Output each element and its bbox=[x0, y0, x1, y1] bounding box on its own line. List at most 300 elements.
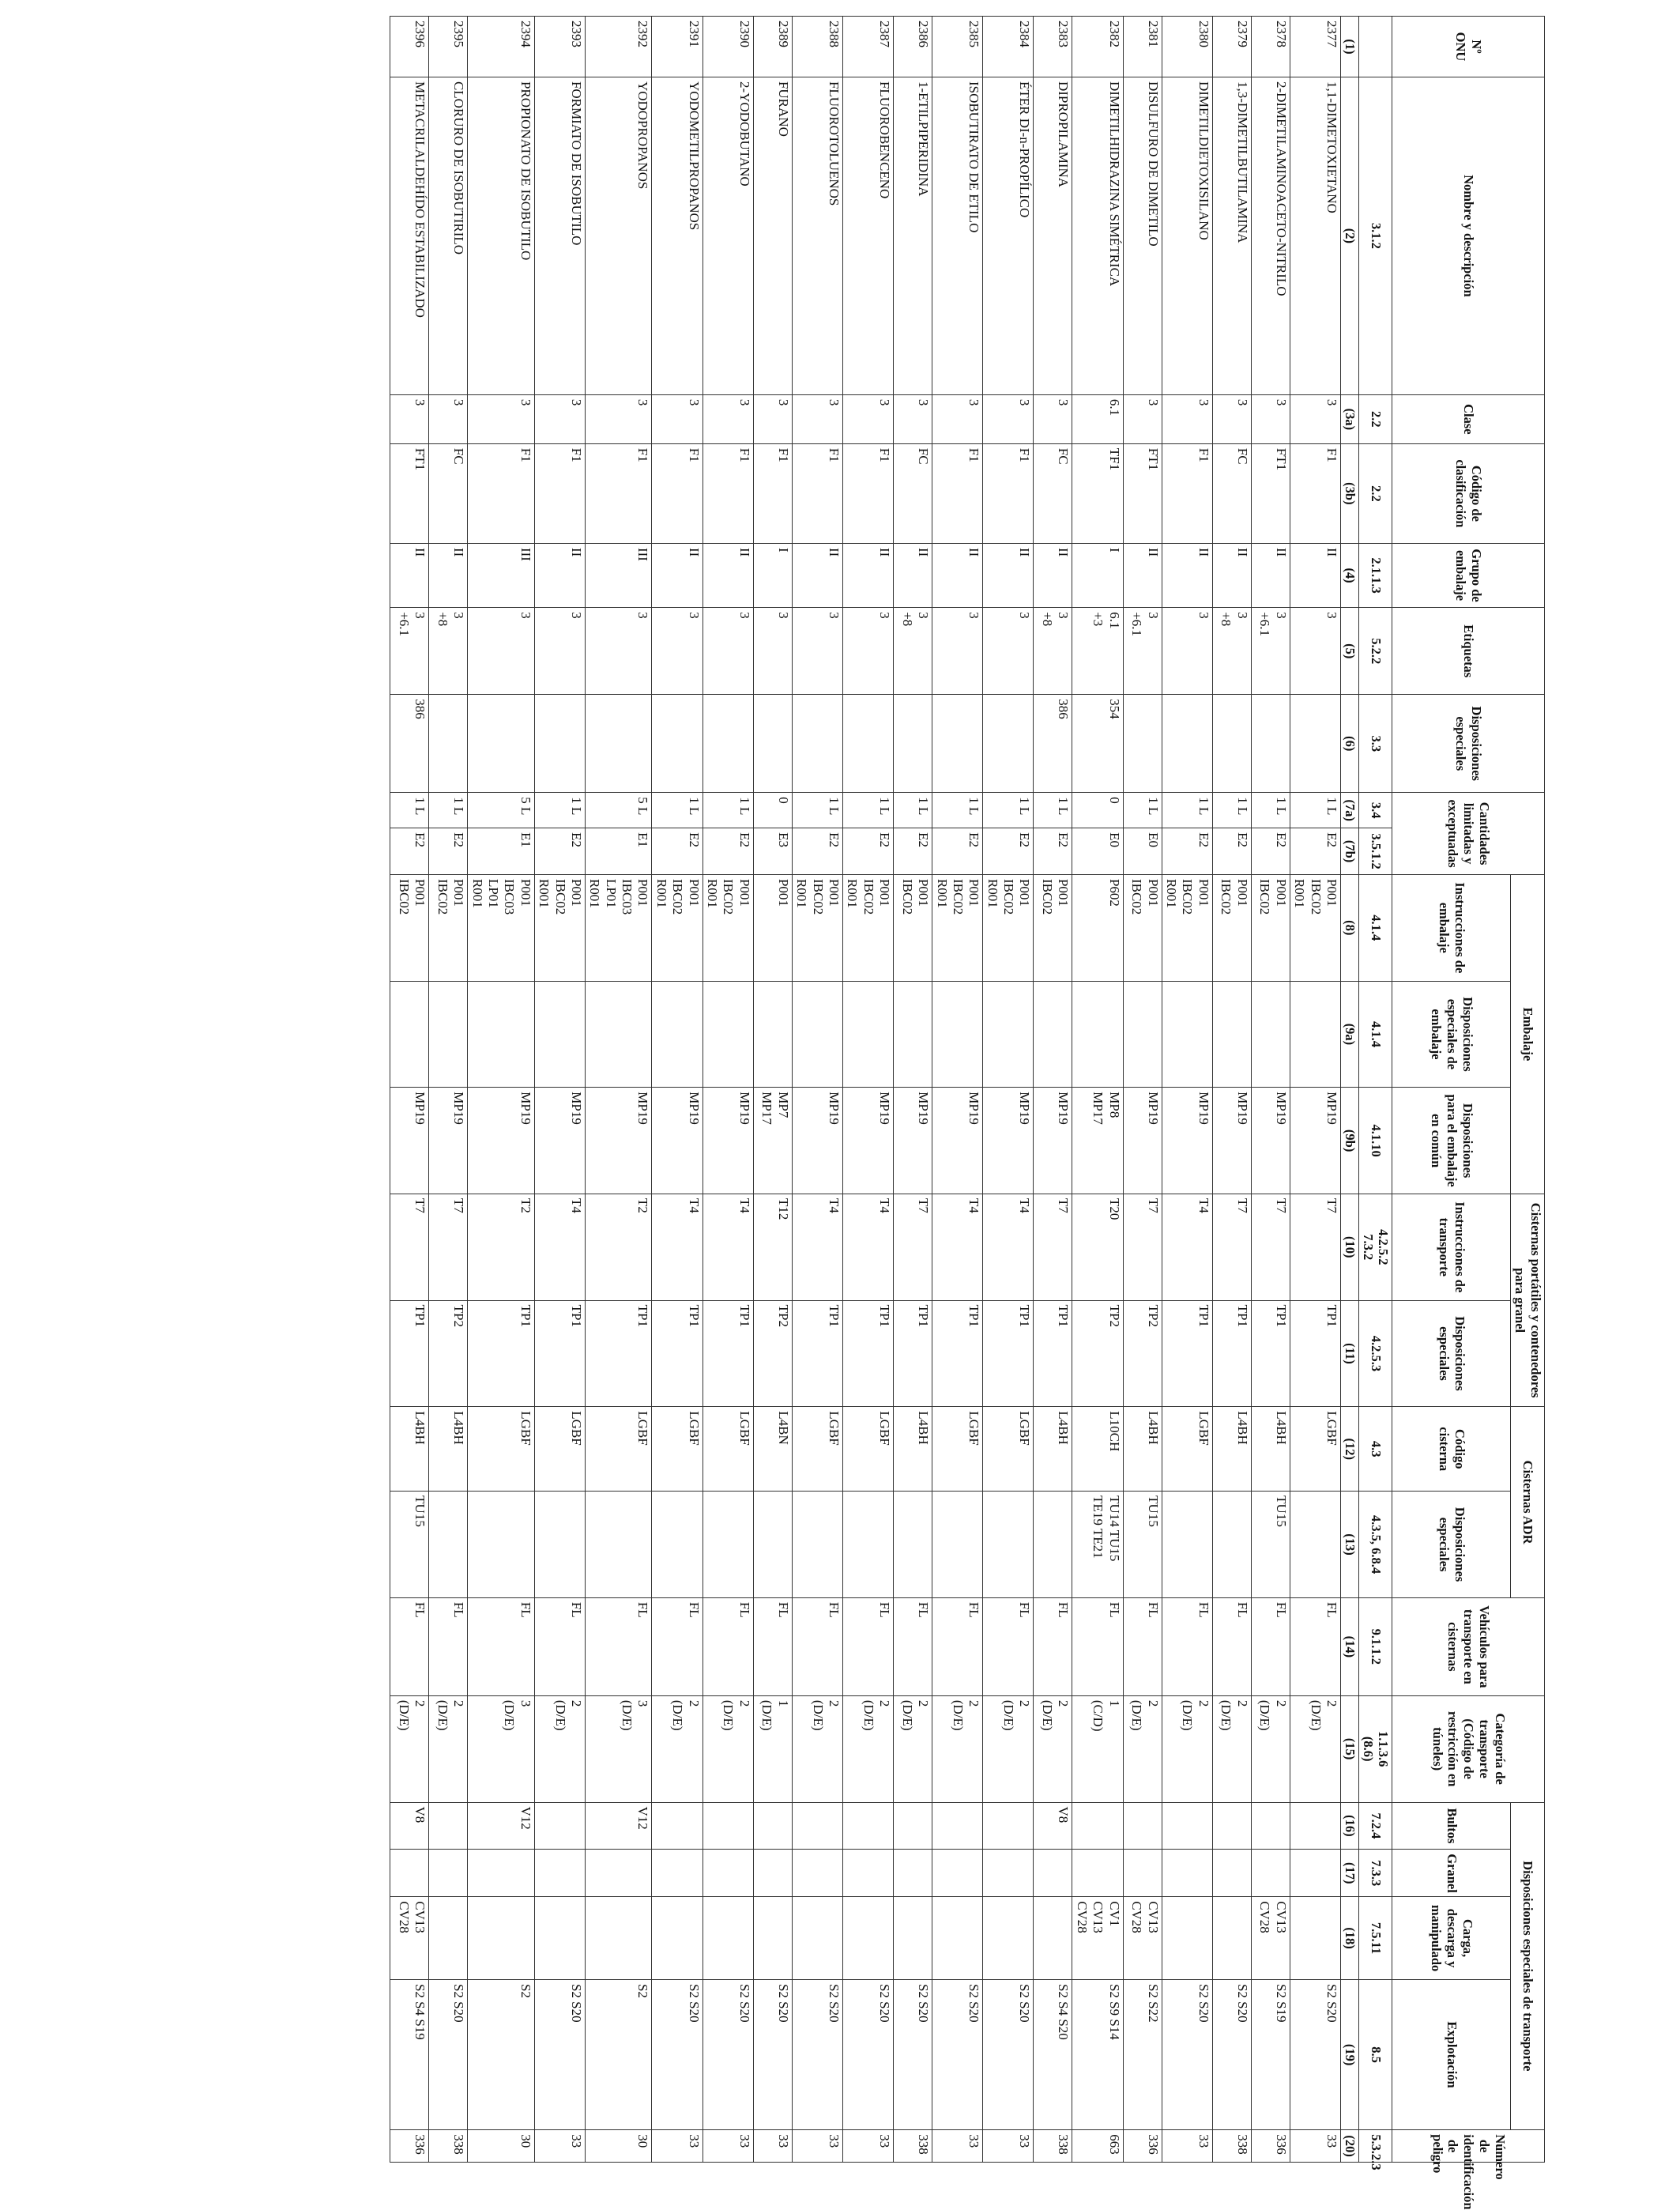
table-cell: F1 bbox=[1290, 443, 1340, 543]
table-cell bbox=[534, 695, 585, 793]
header-codigo: Código de clasificación bbox=[1392, 443, 1545, 543]
column-number-cell: (7b) bbox=[1341, 828, 1359, 875]
table-cell bbox=[468, 981, 535, 1088]
table-cell: 6.1 +3 bbox=[1072, 608, 1123, 695]
table-row bbox=[1072, 17, 1123, 2163]
table-cell: I bbox=[1072, 543, 1123, 607]
table-cell: 336 bbox=[1123, 2130, 1162, 2163]
table-cell: FT1 bbox=[1251, 443, 1290, 543]
table-cell: FL bbox=[753, 1597, 792, 1695]
substance-name-cell: ISOBUTIRATO DE ETILO bbox=[932, 77, 983, 394]
table-cell: MP19 bbox=[932, 1088, 983, 1194]
table-cell bbox=[983, 1492, 1034, 1598]
un-number-cell: 2381 bbox=[1123, 17, 1162, 77]
table-cell: 3 bbox=[1162, 608, 1212, 695]
table-cell: E2 bbox=[1212, 828, 1251, 875]
header-vehiculos: Vehículos para transporte en cisternas bbox=[1392, 1597, 1545, 1695]
table-cell: TP1 bbox=[983, 1300, 1034, 1407]
table-cell: TU15 bbox=[1123, 1492, 1162, 1598]
table-cell bbox=[894, 695, 932, 793]
table-cell: E2 bbox=[1290, 828, 1340, 875]
table-cell: II bbox=[932, 543, 983, 607]
table-cell bbox=[932, 1492, 983, 1598]
substance-name-cell: 2-YODOBUTANO bbox=[703, 77, 753, 394]
table-cell: 33 bbox=[534, 2130, 585, 2163]
table-cell bbox=[390, 1850, 429, 1897]
dangerous-goods-table bbox=[390, 16, 1545, 2210]
table-cell: P001 IBC02 bbox=[894, 874, 932, 981]
table-cell: S2 S20 bbox=[983, 1979, 1034, 2129]
table-cell bbox=[468, 1492, 535, 1598]
table-cell: II bbox=[1212, 543, 1251, 607]
column-number-cell: (3b) bbox=[1341, 443, 1359, 543]
table-cell: F1 bbox=[932, 443, 983, 543]
table-cell: T7 bbox=[1251, 1194, 1290, 1300]
table-cell bbox=[983, 981, 1034, 1088]
table-cell: F1 bbox=[585, 443, 652, 543]
table-cell bbox=[894, 1492, 932, 1598]
table-row bbox=[932, 17, 983, 2163]
table-cell: 663 bbox=[1072, 2130, 1123, 2163]
reference-cell: 1.1.3.6 (8.6) bbox=[1358, 1695, 1392, 1802]
table-cell: MP19 bbox=[534, 1088, 585, 1194]
table-cell: S2 S9 S14 bbox=[1072, 1979, 1123, 2129]
table-cell: FT1 bbox=[390, 443, 429, 543]
un-number-cell: 2386 bbox=[894, 17, 932, 77]
table-cell: II bbox=[1290, 543, 1340, 607]
table-cell: P001 IBC02 R001 bbox=[932, 874, 983, 981]
table-cell: 1 L bbox=[842, 793, 893, 828]
table-cell: MP8 MP17 bbox=[1072, 1088, 1123, 1194]
table-cell bbox=[792, 1850, 842, 1897]
table-cell: MP19 bbox=[429, 1088, 468, 1194]
table-row bbox=[429, 17, 468, 2163]
table-cell: FL bbox=[585, 1597, 652, 1695]
table-cell: TP1 bbox=[1290, 1300, 1340, 1407]
table-cell: E2 bbox=[1034, 828, 1072, 875]
header-numero-peligro: Número de identificación de peligro bbox=[1392, 2130, 1545, 2163]
table-cell bbox=[753, 1850, 792, 1897]
substance-name-cell: FURANO bbox=[753, 77, 792, 394]
table-row bbox=[1251, 17, 1290, 2163]
table-cell: 2 (D/E) bbox=[1123, 1695, 1162, 1802]
table-cell bbox=[842, 1897, 893, 1980]
table-cell: 33 bbox=[753, 2130, 792, 2163]
table-cell: F1 bbox=[1162, 443, 1212, 543]
reference-cell: 3.3 bbox=[1358, 695, 1392, 793]
table-cell: FL bbox=[1290, 1597, 1340, 1695]
table-cell: FL bbox=[534, 1597, 585, 1695]
table-cell: P001 IBC02 R001 bbox=[652, 874, 703, 981]
table-cell bbox=[468, 1897, 535, 1980]
header-name: Nombre y descripción bbox=[1392, 77, 1545, 394]
table-cell: TP1 bbox=[703, 1300, 753, 1407]
substance-name-cell: DIPROPILAMINA bbox=[1034, 77, 1072, 394]
table-cell: 338 bbox=[1212, 2130, 1251, 2163]
table-cell: T2 bbox=[468, 1194, 535, 1300]
table-cell: FL bbox=[983, 1597, 1034, 1695]
header-granel: Granel bbox=[1392, 1850, 1511, 1897]
table-cell: III bbox=[585, 543, 652, 607]
table-cell: T4 bbox=[703, 1194, 753, 1300]
table-cell: II bbox=[1251, 543, 1290, 607]
table-cell: S2 S20 bbox=[842, 1979, 893, 2129]
un-number-cell: 2384 bbox=[983, 17, 1034, 77]
table-cell: 3 (D/E) bbox=[585, 1695, 652, 1802]
table-cell: 33 bbox=[842, 2130, 893, 2163]
table-cell bbox=[1162, 1492, 1212, 1598]
un-number-cell: 2380 bbox=[1162, 17, 1212, 77]
table-cell: II bbox=[983, 543, 1034, 607]
column-number-cell: (13) bbox=[1341, 1492, 1359, 1598]
table-cell bbox=[1034, 1850, 1072, 1897]
table-cell: MP19 bbox=[983, 1088, 1034, 1194]
substance-name-cell: FLUOROBENCENO bbox=[842, 77, 893, 394]
table-cell bbox=[585, 1492, 652, 1598]
table-cell: S2 S20 bbox=[894, 1979, 932, 2129]
table-cell: TP1 bbox=[1212, 1300, 1251, 1407]
un-number-cell: 2396 bbox=[390, 17, 429, 77]
table-cell: E2 bbox=[894, 828, 932, 875]
header-emb-comun: Disposiciones para el embalaje en común bbox=[1392, 1088, 1511, 1194]
table-cell bbox=[703, 981, 753, 1088]
reference-cell: 5.2.2 bbox=[1358, 608, 1392, 695]
table-row bbox=[842, 17, 893, 2163]
reference-cell: 4.1.4 bbox=[1358, 874, 1392, 981]
table-cell: 336 bbox=[390, 2130, 429, 2163]
table-cell: S2 S20 bbox=[652, 1979, 703, 2129]
table-row bbox=[652, 17, 703, 2163]
header-etiquetas: Etiquetas bbox=[1392, 608, 1545, 695]
table-cell: FL bbox=[932, 1597, 983, 1695]
table-cell: P602 bbox=[1072, 874, 1123, 981]
table-cell bbox=[1290, 695, 1340, 793]
table-cell bbox=[983, 1897, 1034, 1980]
table-cell: 3 bbox=[753, 608, 792, 695]
column-number-cell: (15) bbox=[1341, 1695, 1359, 1802]
reference-cell: 4.3.5, 6.8.4 bbox=[1358, 1492, 1392, 1598]
table-cell: 2 (D/E) bbox=[792, 1695, 842, 1802]
table-cell bbox=[1034, 1492, 1072, 1598]
table-cell: 3 bbox=[1123, 394, 1162, 443]
table-cell: TP1 bbox=[1251, 1300, 1290, 1407]
reference-cell: 7.3.3 bbox=[1358, 1850, 1392, 1897]
table-cell: 33 bbox=[652, 2130, 703, 2163]
column-number-cell: (12) bbox=[1341, 1407, 1359, 1492]
column-number-cell: (5) bbox=[1341, 608, 1359, 695]
table-cell: MP19 bbox=[585, 1088, 652, 1194]
table-cell: TP2 bbox=[1072, 1300, 1123, 1407]
table-cell: 2 (D/E) bbox=[1034, 1695, 1072, 1802]
table-cell: T4 bbox=[792, 1194, 842, 1300]
column-number-cell: (14) bbox=[1341, 1597, 1359, 1695]
table-cell bbox=[983, 1850, 1034, 1897]
substance-name-cell: PROPIONATO DE ISOBUTILO bbox=[468, 77, 535, 394]
table-cell: F1 bbox=[792, 443, 842, 543]
table-cell bbox=[842, 1492, 893, 1598]
table-cell: E2 bbox=[652, 828, 703, 875]
column-number-cell: (3a) bbox=[1341, 394, 1359, 443]
table-cell: T7 bbox=[429, 1194, 468, 1300]
table-cell: 3 bbox=[390, 394, 429, 443]
reference-cell: 7.2.4 bbox=[1358, 1802, 1392, 1850]
table-cell: MP19 bbox=[1251, 1088, 1290, 1194]
table-cell: 2 (D/E) bbox=[390, 1695, 429, 1802]
table-cell: 1 L bbox=[792, 793, 842, 828]
table-cell: CV1 CV13 CV28 bbox=[1072, 1897, 1123, 1980]
reference-cell: 4.2.5.3 bbox=[1358, 1300, 1392, 1407]
header-cp-disp: Disposiciones especiales bbox=[1392, 1300, 1511, 1407]
table-cell bbox=[429, 1802, 468, 1850]
table-cell: 3 bbox=[1212, 394, 1251, 443]
un-number-cell: 2390 bbox=[703, 17, 753, 77]
table-cell bbox=[534, 1492, 585, 1598]
table-cell: FC bbox=[1212, 443, 1251, 543]
table-cell: L4BH bbox=[429, 1407, 468, 1492]
table-cell: LGBF bbox=[932, 1407, 983, 1492]
table-cell: T4 bbox=[842, 1194, 893, 1300]
table-row bbox=[983, 17, 1034, 2163]
table-cell: FL bbox=[894, 1597, 932, 1695]
table-cell: E1 bbox=[468, 828, 535, 875]
table-cell: E2 bbox=[792, 828, 842, 875]
table-cell: TP1 bbox=[894, 1300, 932, 1407]
table-cell bbox=[1212, 1850, 1251, 1897]
table-cell bbox=[1212, 1492, 1251, 1598]
header-disp-esp: Disposiciones especiales bbox=[1392, 695, 1545, 793]
un-number-cell: 2387 bbox=[842, 17, 893, 77]
table-cell: T2 bbox=[585, 1194, 652, 1300]
table-cell: 3 bbox=[983, 394, 1034, 443]
table-cell: S2 S4 S20 bbox=[1034, 1979, 1072, 2129]
table-cell bbox=[534, 1802, 585, 1850]
table-cell: 3 bbox=[585, 394, 652, 443]
table-cell: 3 bbox=[703, 394, 753, 443]
table-cell: E2 bbox=[983, 828, 1034, 875]
table-cell: 338 bbox=[429, 2130, 468, 2163]
table-cell: L4BH bbox=[1212, 1407, 1251, 1492]
table-cell: S2 S20 bbox=[1290, 1979, 1340, 2129]
table-cell: MP19 bbox=[652, 1088, 703, 1194]
table-cell: TU14 TU15 TE19 TE21 bbox=[1072, 1492, 1123, 1598]
table-cell: E2 bbox=[932, 828, 983, 875]
table-row bbox=[894, 17, 932, 2163]
table-cell: P001 IBC02 R001 bbox=[842, 874, 893, 981]
table-cell: 5 L bbox=[585, 793, 652, 828]
table-cell: 3 bbox=[792, 394, 842, 443]
table-row bbox=[792, 17, 842, 2163]
substance-name-cell: DIMETILDIETOXISILANO bbox=[1162, 77, 1212, 394]
table-cell: S2 bbox=[585, 1979, 652, 2129]
table-cell: 3 bbox=[1162, 394, 1212, 443]
table-cell: LGBF bbox=[792, 1407, 842, 1492]
table-cell: P001 IBC02 bbox=[1123, 874, 1162, 981]
table-row bbox=[703, 17, 753, 2163]
table-cell bbox=[1212, 981, 1251, 1088]
table-cell bbox=[585, 1850, 652, 1897]
column-number-cell: (10) bbox=[1341, 1194, 1359, 1300]
table-cell: 33 bbox=[1162, 2130, 1212, 2163]
table-cell: TP1 bbox=[534, 1300, 585, 1407]
table-cell: FC bbox=[429, 443, 468, 543]
table-cell: MP19 bbox=[1123, 1088, 1162, 1194]
table-cell bbox=[585, 1897, 652, 1980]
table-cell: 1 (C/D) bbox=[1072, 1695, 1123, 1802]
table-cell: 1 L bbox=[983, 793, 1034, 828]
table-cell: P001 IBC02 R001 bbox=[703, 874, 753, 981]
table-cell bbox=[429, 695, 468, 793]
un-number-cell: 2395 bbox=[429, 17, 468, 77]
reference-row bbox=[1358, 17, 1392, 2163]
table-cell: 3 bbox=[652, 394, 703, 443]
table-row bbox=[1123, 17, 1162, 2163]
table-cell: 30 bbox=[585, 2130, 652, 2163]
header-explotacion: Explotación bbox=[1392, 1979, 1511, 2129]
table-cell: 3 bbox=[932, 394, 983, 443]
table-cell: 1 L bbox=[932, 793, 983, 828]
table-cell: 3 bbox=[1034, 394, 1072, 443]
table-cell: 1 L bbox=[429, 793, 468, 828]
table-cell: 338 bbox=[1034, 2130, 1072, 2163]
table-cell bbox=[1123, 981, 1162, 1088]
reference-cell: 8.5 bbox=[1358, 1979, 1392, 2129]
table-cell: CV13 CV28 bbox=[1251, 1897, 1290, 1980]
table-cell bbox=[983, 695, 1034, 793]
table-cell: S2 S20 bbox=[1162, 1979, 1212, 2129]
table-cell: P001 IBC02 R001 bbox=[792, 874, 842, 981]
table-cell: TU15 bbox=[390, 1492, 429, 1598]
header-cisternas-adr: Cisternas ADR bbox=[1511, 1407, 1545, 1598]
table-cell: 3 +8 bbox=[894, 608, 932, 695]
table-cell: LGBF bbox=[1290, 1407, 1340, 1492]
table-cell: TU15 bbox=[1251, 1492, 1290, 1598]
table-cell: 3 bbox=[1290, 608, 1340, 695]
table-cell: II bbox=[652, 543, 703, 607]
table-cell bbox=[1072, 981, 1123, 1088]
un-number-cell: 2393 bbox=[534, 17, 585, 77]
table-cell: 3 bbox=[534, 608, 585, 695]
table-cell bbox=[792, 1897, 842, 1980]
reference-cell: 4.2.5.2 7.3.2 bbox=[1358, 1194, 1392, 1300]
table-cell bbox=[1034, 981, 1072, 1088]
table-cell bbox=[1072, 1802, 1123, 1850]
table-cell: 2 (D/E) bbox=[894, 1695, 932, 1802]
table-cell: T7 bbox=[1123, 1194, 1162, 1300]
table-cell: 2 (D/E) bbox=[534, 1695, 585, 1802]
table-row bbox=[1162, 17, 1212, 2163]
table-cell: S2 S20 bbox=[792, 1979, 842, 2129]
table-row bbox=[534, 17, 585, 2163]
table-cell: F1 bbox=[842, 443, 893, 543]
table-cell: T7 bbox=[1290, 1194, 1340, 1300]
table-cell bbox=[1162, 1897, 1212, 1980]
table-cell: II bbox=[894, 543, 932, 607]
table-cell: 386 bbox=[1034, 695, 1072, 793]
table-cell: II bbox=[1162, 543, 1212, 607]
table-cell: P001 IBC02 R001 bbox=[1290, 874, 1340, 981]
un-number-cell: 2379 bbox=[1212, 17, 1251, 77]
table-cell: 3 bbox=[932, 608, 983, 695]
table-cell: T12 bbox=[753, 1194, 792, 1300]
header-grupo: Grupo de embalaje bbox=[1392, 543, 1545, 607]
table-cell: P001 IBC02 bbox=[1212, 874, 1251, 981]
table-cell: S2 S20 bbox=[534, 1979, 585, 2129]
column-number-cell: (19) bbox=[1341, 1979, 1359, 2129]
un-number-cell: 2382 bbox=[1072, 17, 1123, 77]
table-cell: L10CH bbox=[1072, 1407, 1123, 1492]
table-cell: P001 bbox=[753, 874, 792, 981]
table-cell: S2 S20 bbox=[1212, 1979, 1251, 2129]
table-cell: LGBF bbox=[703, 1407, 753, 1492]
table-cell: 3 +6.1 bbox=[1123, 608, 1162, 695]
table-cell bbox=[1212, 1802, 1251, 1850]
table-cell bbox=[1123, 1802, 1162, 1850]
table-cell: II bbox=[1034, 543, 1072, 607]
substance-name-cell: 1-ETILPIPERIDINA bbox=[894, 77, 932, 394]
table-cell: L4BN bbox=[753, 1407, 792, 1492]
table-cell bbox=[894, 981, 932, 1088]
table-row bbox=[1212, 17, 1251, 2163]
substance-name-cell: FLUOROTOLUENOS bbox=[792, 77, 842, 394]
table-cell: MP19 bbox=[390, 1088, 429, 1194]
table-cell: 1 L bbox=[652, 793, 703, 828]
table-cell bbox=[534, 981, 585, 1088]
column-number-cell: (4) bbox=[1341, 543, 1359, 607]
table-cell: P001 IBC02 R001 bbox=[983, 874, 1034, 981]
table-cell: 1 L bbox=[894, 793, 932, 828]
column-number-cell: (20) bbox=[1341, 2130, 1359, 2163]
column-number-cell: (7a) bbox=[1341, 793, 1359, 828]
table-cell: FL bbox=[1072, 1597, 1123, 1695]
reference-cell: 2.2 bbox=[1358, 394, 1392, 443]
table-cell: 1 L bbox=[703, 793, 753, 828]
table-cell: 2 (D/E) bbox=[703, 1695, 753, 1802]
table-cell bbox=[429, 1897, 468, 1980]
table-cell bbox=[1251, 695, 1290, 793]
header-ca-codigo: Código cisterna bbox=[1392, 1407, 1511, 1492]
table-cell: E2 bbox=[1251, 828, 1290, 875]
table-cell: F1 bbox=[652, 443, 703, 543]
substance-name-cell: 2-DIMETILAMINOACETO-NITRILO bbox=[1251, 77, 1290, 394]
table-cell: 3 bbox=[703, 608, 753, 695]
table-cell: 2 (D/E) bbox=[983, 1695, 1034, 1802]
table-cell bbox=[390, 981, 429, 1088]
header-categoria: Categoría de transporte (Código de restricción en túneles) bbox=[1392, 1695, 1545, 1802]
table-cell: 2 (D/E) bbox=[1212, 1695, 1251, 1802]
table-cell bbox=[792, 695, 842, 793]
table-cell: 338 bbox=[894, 2130, 932, 2163]
reference-cell: 3.5.1.2 bbox=[1358, 828, 1392, 875]
table-cell: 2 (D/E) bbox=[842, 1695, 893, 1802]
table-cell bbox=[468, 695, 535, 793]
column-number-cell: (16) bbox=[1341, 1802, 1359, 1850]
table-cell: 2 (D/E) bbox=[1162, 1695, 1212, 1802]
table-cell: TP1 bbox=[585, 1300, 652, 1407]
table-cell: 3 +8 bbox=[1212, 608, 1251, 695]
table-cell bbox=[753, 1897, 792, 1980]
table-cell: F1 bbox=[753, 443, 792, 543]
table-cell bbox=[792, 981, 842, 1088]
table-cell: P001 IBC03 LP01 R001 bbox=[468, 874, 535, 981]
table-cell: MP19 bbox=[1034, 1088, 1072, 1194]
table-cell bbox=[932, 695, 983, 793]
table-cell bbox=[585, 695, 652, 793]
table-cell bbox=[753, 1802, 792, 1850]
table-cell: 1 L bbox=[390, 793, 429, 828]
table-cell bbox=[894, 1897, 932, 1980]
header-disp-transporte: Disposiciones especiales de transporte bbox=[1511, 1802, 1545, 2130]
table-cell bbox=[932, 1897, 983, 1980]
